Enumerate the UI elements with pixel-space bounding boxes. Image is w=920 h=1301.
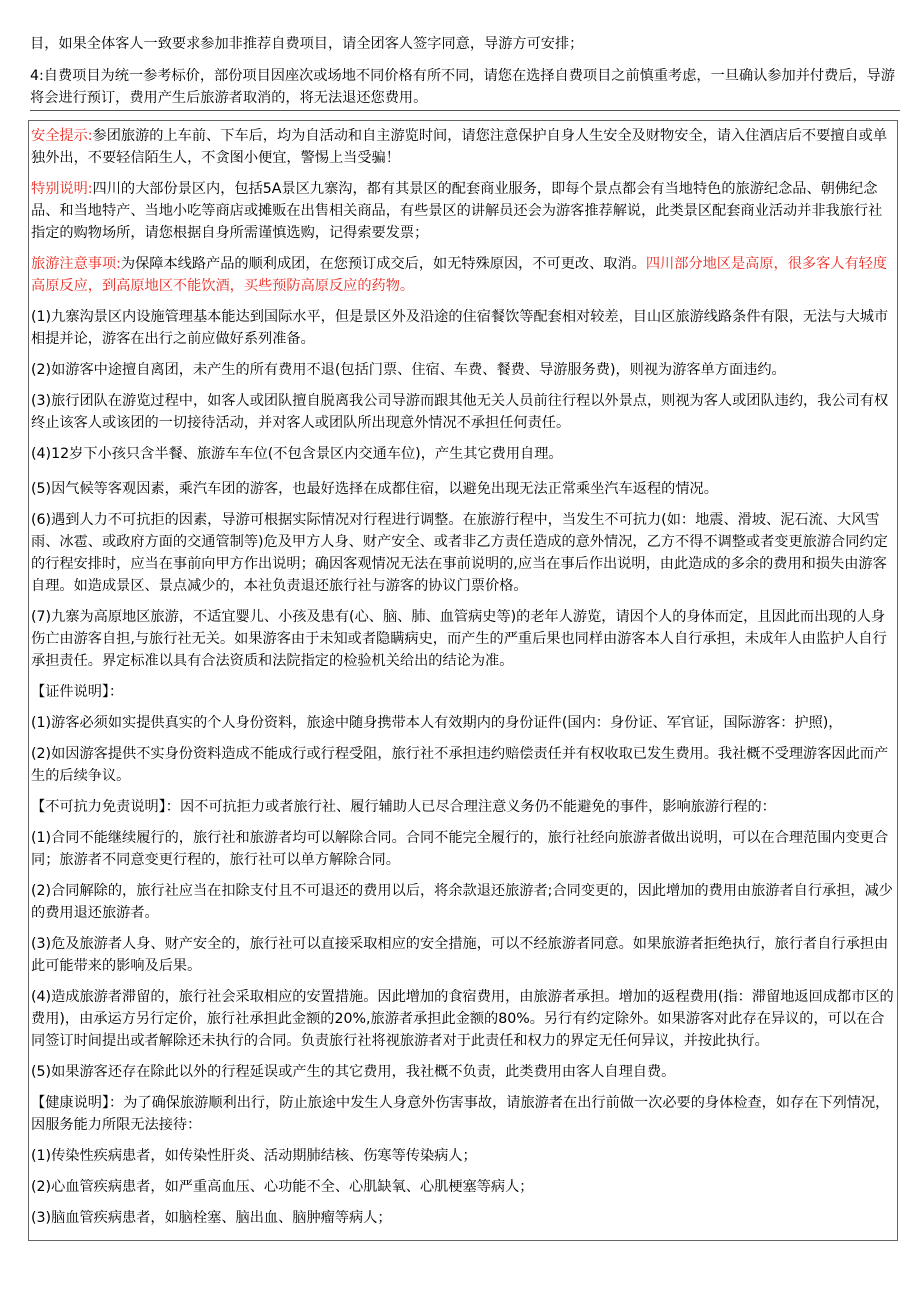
list-item: (3)旅行团队在游览过程中，如客人或团队擅自脱离我公司导游而跟其他无关人员前往行程以外景点，则视为客人或团队违约，我公司有权终止该客人或该团的一切接待活动，并对客人或团队所出现意外情况不承担任何责任。 [31, 393, 889, 431]
list-item: (1)合同不能继续履行的，旅行社和旅游者均可以解除合同。合同不能完全履行的，旅行社经向旅游者做出说明，可以在合理范围内变更合同；旅游者不同意变更行程的，旅行社可以单方解除合同。 [31, 830, 889, 868]
list-item: (1)九寨沟景区内设施管理基本能达到国际水平，但是景区外及沿途的住宿餐饮等配套相对较差，目山区旅游线路条件有限，无法与大城市相提并论，游客在出行之前应做好系列准备。 [31, 309, 889, 347]
force-heading: 【不可抗力免责说明】：因不可抗拒力或者旅行社、履行辅助人已尽合理注意义务仍不能避免的事件，影响旅游行程的： [31, 799, 776, 815]
list-item: (1)游客必须如实提供真实的个人身份资料，旅途中随身携带本人有效期内的身份证件(国内：身份证、军官证，国际游客：护照)， [31, 715, 843, 731]
travel-label: 旅游注意事项: [31, 256, 121, 272]
safety-tip [31, 125, 895, 169]
top-paragraph-1: 目，如果全体客人一致要求参加非推荐自费项目，请全团客人签字同意，导游方可安排； [30, 36, 584, 52]
list-item: (5)因气候等客观因素，乘汽车团的游客，也最好选择在成都住宿，以避免出现无法正常乘坐汽车返程的情况。 [31, 481, 718, 497]
special-note [31, 178, 895, 244]
section-divider [30, 110, 900, 111]
list-item: (7)九寨为高原地区旅游，不适宜婴儿、小孩及患有(心、脑、肺、血管病史等)的老年人游览，请因个人的身体而定，且因此而出现的人身伤亡由游客自担,与旅行社无关。如果游客由于未知或者隐瞒病史，而产生的严重后果也同样由游客本人自行承担，未成年人由监护人自行承担责任。界定标准以具有合法资质和法院指定的检验机关给出的结论为准。 [31, 609, 887, 669]
health-heading: 【健康说明】：为了确保旅游顺利出行，防止旅途中发生人身意外伤害事故，请旅游者在出行前做一次必要的身体检查，如存在下列情况，因服务能力所限无法接待： [31, 1095, 890, 1133]
safety-label: 安全提示: [31, 128, 93, 144]
list-item: (2)心血管疾病患者，如严重高血压、心功能不全、心肌缺氧、心肌梗塞等病人； [31, 1179, 534, 1195]
list-item: (6)遇到人力不可抗拒的因素，导游可根据实际情况对行程进行调整。在旅游行程中，当发生不可抗力(如：地震、滑坡、泥石流、大风雪雨、冰雹、或政府方面的交通管制等)危及甲方人身、财产安全、或者非乙方责任造成的意外情况，乙方不得不调整或者变更旅游合同约定的行程安排时，应当在事前向甲方作出说明；确因客观情况无法在事前说明的,应当在事后作出说明，由此造成的多余的费用和损失由游客自理。如造成景区、景点减少的，本社负责退还旅行社与游客的协议门票价格。 [31, 512, 888, 594]
list-item: (3)脑血管疾病患者，如脑栓塞、脑出血、脑肿瘤等病人； [31, 1210, 392, 1226]
top-section [30, 33, 900, 119]
safety-text: 参团旅游的上车前、下车后，均为自活动和自主游览时间，请您注意保护自身人生安全及财物安全，请入住酒店后不要擅自或单独外出，不要轻信陌生人，不贪图小便宜，警惕上当受骗！ [31, 128, 888, 166]
special-text: 四川的大部份景区内，包括5A景区九寨沟，都有其景区的配套商业服务，即每个景点都会有当地特色的旅游纪念品、朝佛纪念品、和当地特产、当地小吃等商店或摊贩在出售相关商品，有些景区的讲解员还会为游客推荐解说，此类景区配套商业活动并非我旅行社指定的购物场所，请您根据自身所需谨慎选购，记得索要发票； [31, 181, 883, 241]
id-heading: 【证件说明】： [31, 684, 124, 700]
list-item: (4)造成旅游者滞留的，旅行社会采取相应的安置措施。因此增加的食宿费用，由旅游者承担。增加的返程费用(指：滞留地返回成都市区的费用)，由承运方另行定价，旅行社承担此金额的20%,旅游者承担此金额的80%。另行有约定除外。如果游客对此存在异议的，可以在合同签订时间提出或者解除还未执行的合同。负责旅行社将视旅游者对于此责任和权力的界定无任何异议，并按此执行。 [31, 989, 894, 1049]
list-item: (3)危及旅游者人身、财产安全的，旅行社可以直接采取相应的安全措施，可以不经旅游者同意。如果旅游者拒绝执行，旅行者自行承担由此可能带来的影响及后果。 [31, 936, 889, 974]
top-paragraph-2: 4:自费项目为统一参考标价，部份项目因座次或场地不同价格有所不同，请您在选择自费项目之前慎重考虑，一旦确认参加并付费后，导游将会进行预订，费用产生后旅游者取消的，将无法退还您费用。 [30, 68, 896, 106]
travel-text: 为保障本线路产品的顺利成团，在您预订成交后，如无特殊原因，不可更改、取消。 [120, 256, 646, 272]
list-item: (5)如果游客还存在除此以外的行程延误或产生的其它费用，我社概不负责，此类费用由客人自理自费。 [31, 1064, 676, 1080]
special-label: 特别说明: [31, 181, 93, 197]
list-item: (2)如因游客提供不实身份资料造成不能成行或行程受阻，旅行社不承担违约赔偿责任并有权收取已发生费用。我社概不受理游客因此而产生的后续争议。 [31, 746, 889, 784]
travel-warning: 四川部分地区是高原，很多客人有轻度高原反应，到高原地区不能饮酒，买些预防高原反应的药物。 [31, 256, 888, 294]
list-item: (2)合同解除的，旅行社应当在扣除支付且不可退还的费用以后，将余款退还旅游者;合同变更的，因此增加的费用由旅游者自行承担，减少的费用退还旅游者。 [31, 883, 893, 921]
list-item: (4)12岁下小孩只含半餐、旅游车车位(不包含景区内交通车位)，产生其它费用自理。 [31, 446, 563, 462]
travel-note [31, 253, 895, 297]
list-item: (2)如游客中途擅自离团，未产生的所有费用不退(包括门票、住宿、车费、餐费、导游服务费)，则视为游客单方面违约。 [31, 362, 786, 378]
notes-box [28, 120, 898, 1241]
list-item: (1)传染性疾病患者，如传染性肝炎、活动期肺结核、伤寒等传染病人； [31, 1148, 477, 1164]
